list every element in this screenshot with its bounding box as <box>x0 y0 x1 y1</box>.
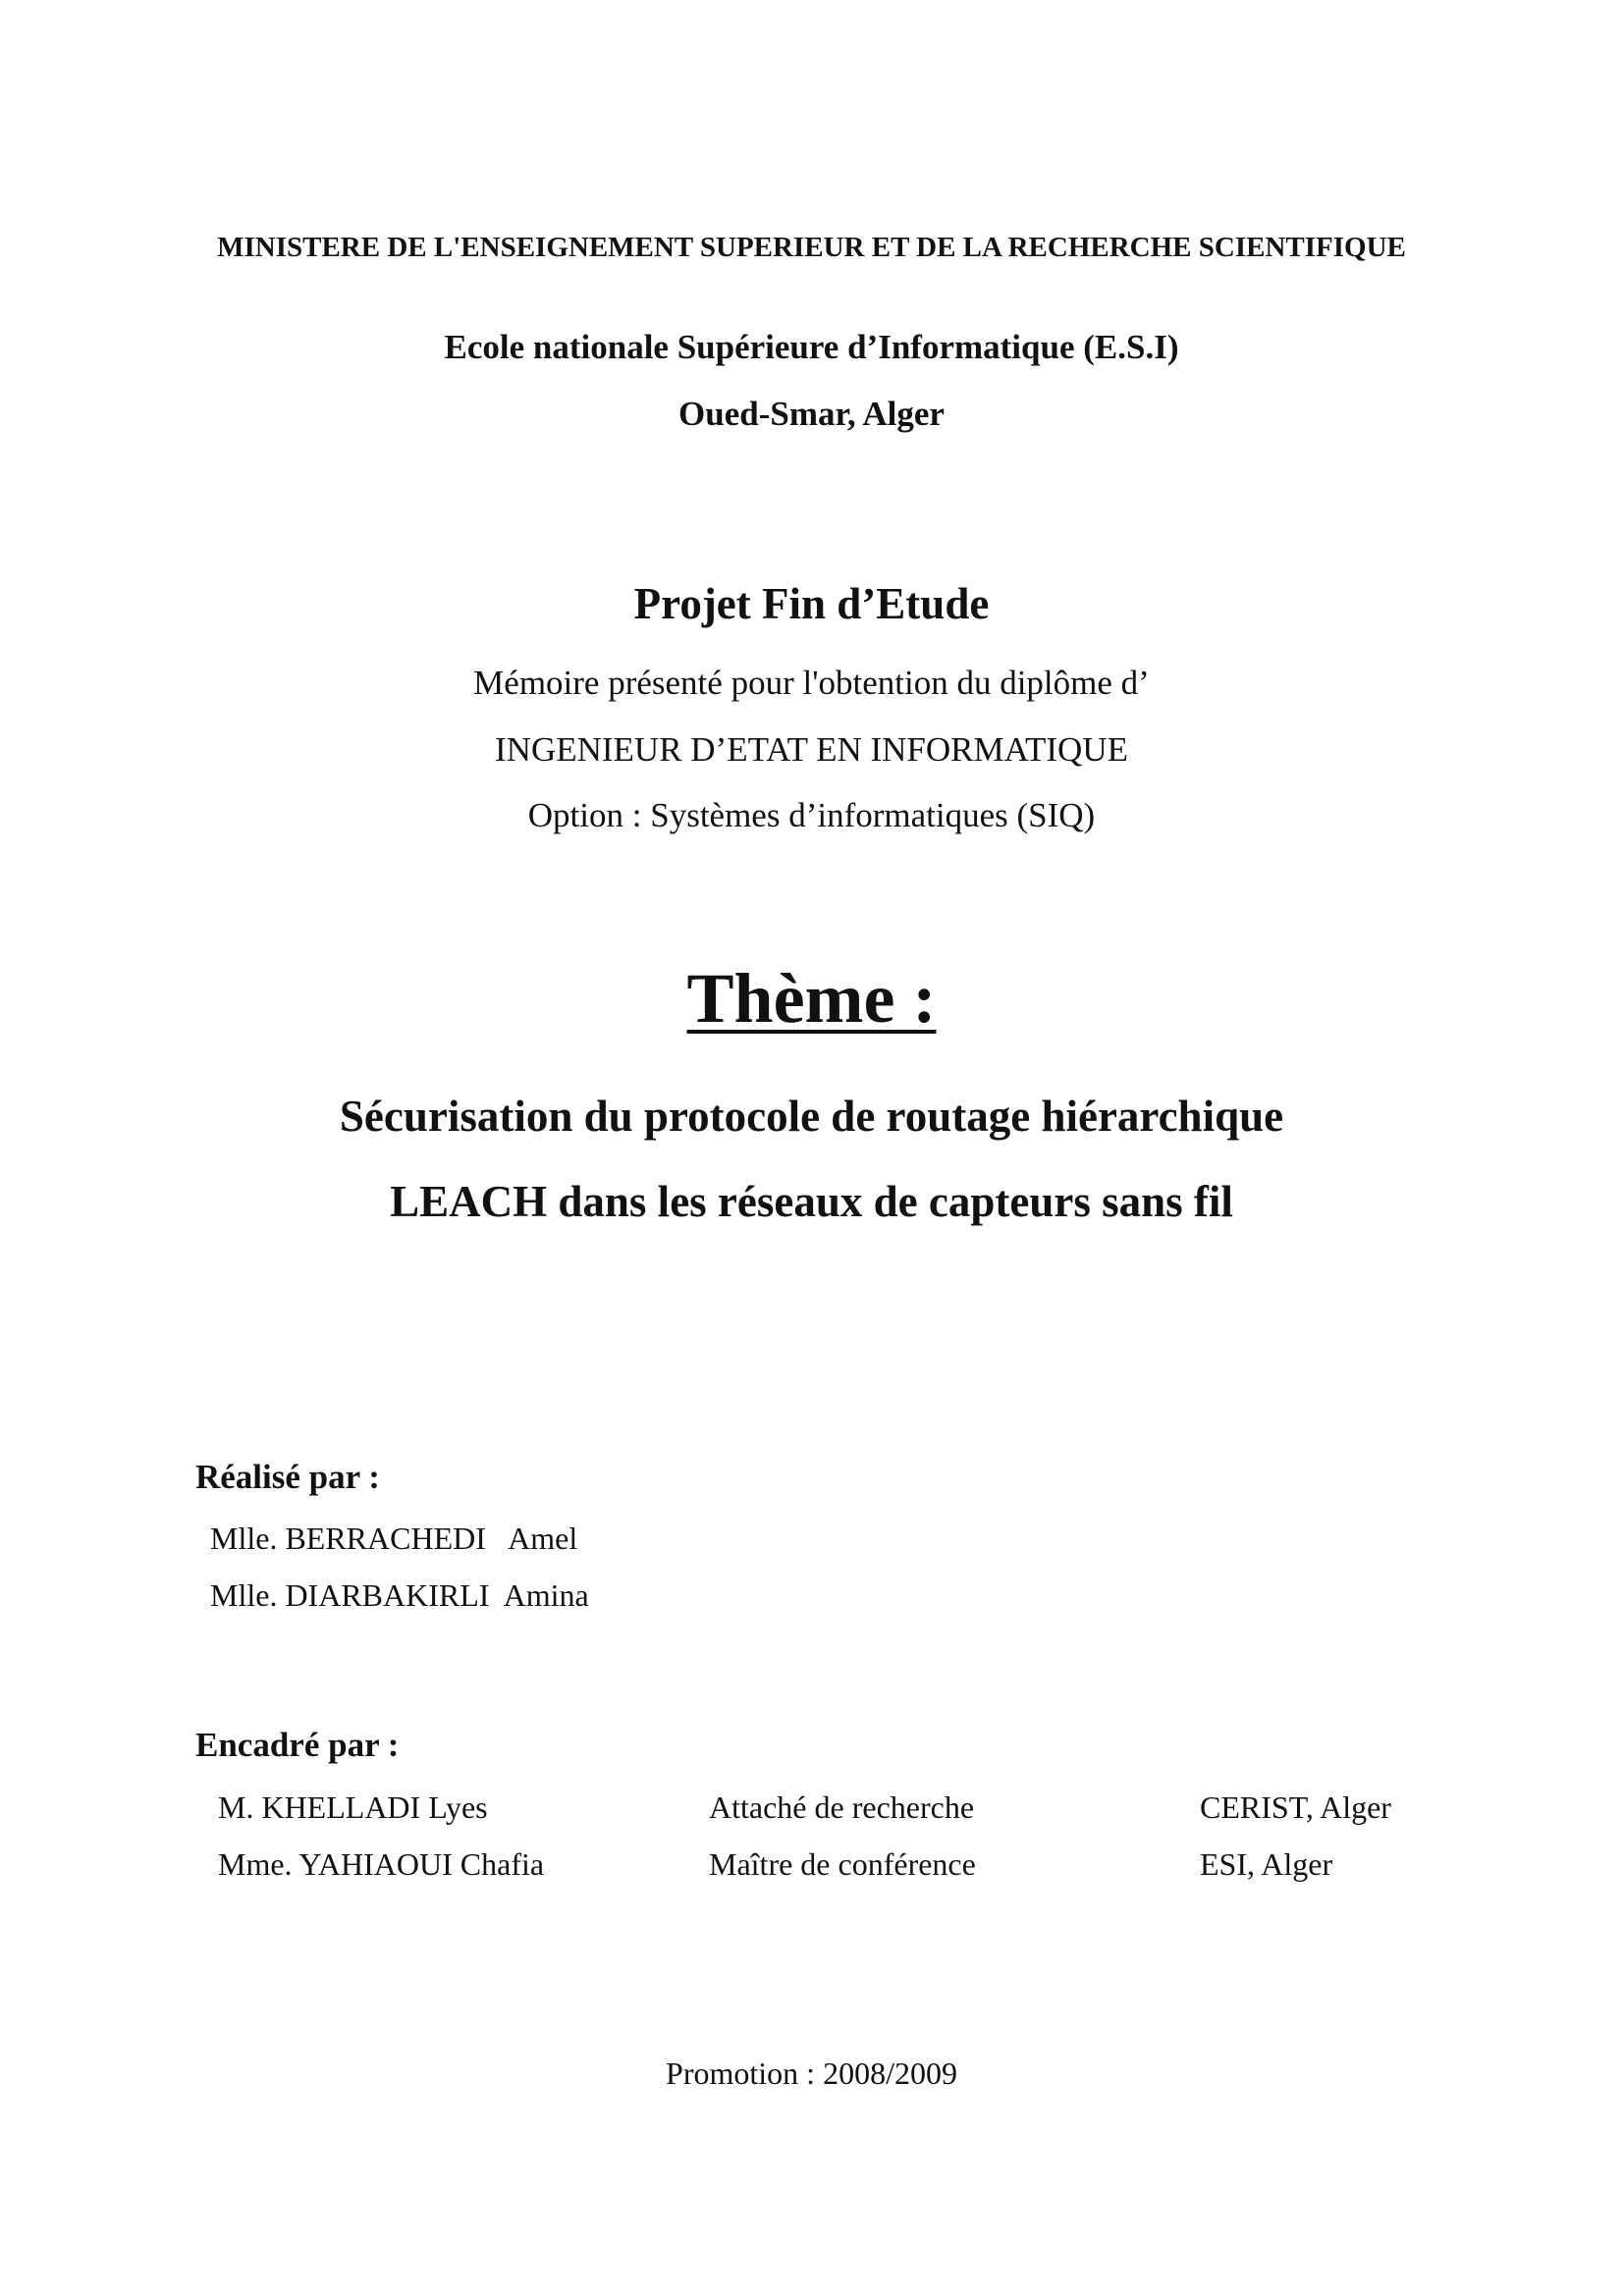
supervisor-role: Maître de conférence <box>709 1846 976 1882</box>
ministry-heading: MINISTERE DE L'ENSEIGNEMENT SUPERIEUR ET DE LA RECHERCHE SCIENTIFIQUE <box>217 232 1406 263</box>
supervisor-name: Mme. YAHIAOUI Chafia <box>218 1846 545 1882</box>
memoire-line: Mémoire présenté pour l'obtention du diplôme d’ <box>473 664 1150 702</box>
supervisor-row <box>0 1846 1623 1890</box>
subject-line-2: LEACH dans les réseaux de capteurs sans fil <box>390 1177 1233 1226</box>
diploma-line: INGENIEUR D’ETAT EN INFORMATIQUE <box>495 730 1128 769</box>
theme-label: Thème : <box>686 959 937 1038</box>
authors-heading: Réalisé par : <box>195 1458 380 1496</box>
promotion-line: Promotion : 2008/2009 <box>666 2056 957 2091</box>
supervisor-institution: ESI, Alger <box>1200 1846 1333 1882</box>
school-name: Ecole nationale Supérieure d’Informatique (E.S.I) <box>444 328 1179 366</box>
theme-heading <box>0 958 1623 1040</box>
option-line: Option : Systèmes d’informatiques (SIQ) <box>527 796 1096 834</box>
student-name: Mlle. BERRACHEDI Amel <box>210 1521 578 1556</box>
project-title: Projet Fin d’Etude <box>633 579 990 628</box>
supervisor-row <box>0 1789 1623 1833</box>
supervisors-heading: Encadré par : <box>195 1726 400 1764</box>
supervisor-role: Attaché de recherche <box>709 1789 975 1825</box>
subject-line-1: Sécurisation du protocole de routage hiérarchique <box>339 1092 1284 1141</box>
school-location: Oued-Smar, Alger <box>678 395 945 433</box>
supervisor-name: M. KHELLADI Lyes <box>218 1789 488 1825</box>
supervisor-institution: CERIST, Alger <box>1200 1789 1391 1825</box>
student-name: Mlle. DIARBAKIRLI Amina <box>210 1577 589 1613</box>
